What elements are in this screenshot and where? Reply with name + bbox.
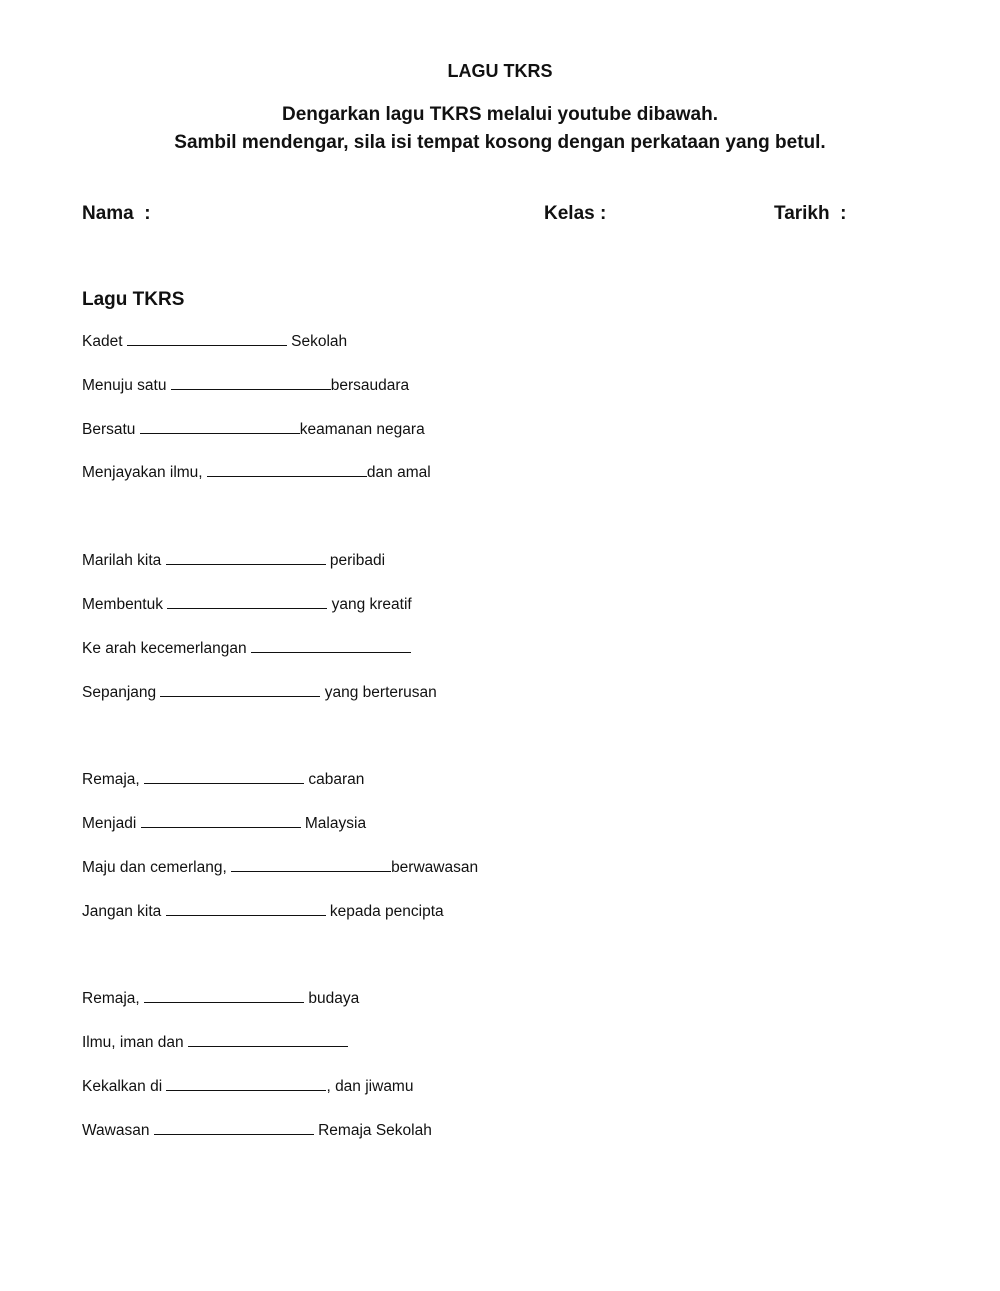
lyric-line bbox=[82, 638, 411, 658]
fill-blank[interactable] bbox=[171, 375, 331, 390]
fill-blank[interactable] bbox=[231, 857, 391, 872]
lyric-line bbox=[82, 1120, 432, 1140]
lyric-line bbox=[82, 769, 364, 789]
lyric-line bbox=[82, 419, 425, 439]
lyric-text-after: Malaysia bbox=[300, 815, 367, 832]
lyric-text-before: Jangan kita bbox=[82, 903, 166, 920]
lyric-text-after: bersaudara bbox=[330, 377, 410, 394]
fill-blank[interactable] bbox=[207, 462, 367, 477]
lyric-text-before: Marilah kita bbox=[82, 552, 166, 569]
lyric-text-before: Menjayakan ilmu, bbox=[82, 464, 207, 481]
tarikh-label: Tarikh : bbox=[774, 203, 847, 224]
lyric-text-after: Sekolah bbox=[286, 333, 348, 350]
fill-blank[interactable] bbox=[251, 638, 411, 653]
lyric-text-after: yang berterusan bbox=[320, 684, 437, 701]
lyric-line bbox=[82, 331, 347, 351]
lyric-text-after: kepada pencipta bbox=[325, 903, 444, 920]
fill-blank[interactable] bbox=[154, 1120, 314, 1135]
lyric-text-before: Membentuk bbox=[82, 596, 168, 613]
lyric-line bbox=[82, 988, 359, 1008]
lyric-text-before: Menuju satu bbox=[82, 377, 171, 394]
instruction-line-1: Dengarkan lagu TKRS melalui youtube dibawah. bbox=[281, 104, 719, 125]
lyric-text-before: Remaja, bbox=[82, 771, 145, 788]
fill-blank[interactable] bbox=[166, 1076, 326, 1091]
lyric-line bbox=[82, 550, 385, 570]
kelas-label: Kelas : bbox=[544, 203, 607, 224]
fill-blank[interactable] bbox=[166, 901, 326, 916]
lyric-text-after: keamanan negara bbox=[299, 421, 425, 438]
lyric-line bbox=[82, 1076, 413, 1096]
lyric-text-before: Maju dan cemerlang, bbox=[82, 859, 232, 876]
fill-blank[interactable] bbox=[144, 769, 304, 784]
lyric-line bbox=[82, 682, 437, 702]
page-title: LAGU TKRS bbox=[447, 61, 553, 81]
fill-blank[interactable] bbox=[188, 1032, 348, 1047]
fill-blank[interactable] bbox=[140, 419, 300, 434]
lyric-text-after: budaya bbox=[304, 990, 360, 1007]
lyric-text-after: berwawasan bbox=[391, 859, 479, 876]
section-title: Lagu TKRS bbox=[82, 289, 185, 310]
lyric-text-after: , dan jiwamu bbox=[326, 1078, 414, 1095]
fill-blank[interactable] bbox=[144, 988, 304, 1003]
lyric-text-before: Kekalkan di bbox=[82, 1078, 167, 1095]
fill-blank[interactable] bbox=[160, 682, 320, 697]
fill-blank[interactable] bbox=[141, 813, 301, 828]
lyric-text-before: Ilmu, iman dan bbox=[82, 1034, 188, 1051]
lyric-text-after: cabaran bbox=[304, 771, 365, 788]
lyric-text-before: Bersatu bbox=[82, 421, 140, 438]
lyric-text-before: Sepanjang bbox=[82, 684, 161, 701]
lyric-line bbox=[82, 857, 478, 877]
lyric-text-before: Ke arah kecemerlangan bbox=[82, 640, 251, 657]
lyric-text-after: peribadi bbox=[325, 552, 386, 569]
lyric-line bbox=[82, 375, 409, 395]
lyric-line bbox=[82, 1032, 348, 1052]
lyric-line bbox=[82, 813, 366, 833]
instruction-line-2: Sambil mendengar, sila isi tempat kosong dengan perkataan yang betul. bbox=[174, 132, 826, 153]
lyric-text-before: Wawasan bbox=[82, 1122, 154, 1139]
lyric-text-after: yang kreatif bbox=[327, 596, 412, 613]
lyric-text-after: Remaja Sekolah bbox=[313, 1122, 432, 1139]
lyric-text-before: Remaja, bbox=[82, 990, 145, 1007]
lyric-line bbox=[82, 462, 431, 482]
lyric-text-after: dan amal bbox=[366, 464, 431, 481]
fill-blank[interactable] bbox=[127, 331, 287, 346]
nama-label: Nama : bbox=[82, 203, 151, 224]
fill-blank[interactable] bbox=[167, 594, 327, 609]
fill-blank[interactable] bbox=[166, 550, 326, 565]
lyric-line bbox=[82, 594, 412, 614]
lyric-line bbox=[82, 901, 444, 921]
lyric-text-before: Menjadi bbox=[82, 815, 141, 832]
lyric-text-before: Kadet bbox=[82, 333, 127, 350]
